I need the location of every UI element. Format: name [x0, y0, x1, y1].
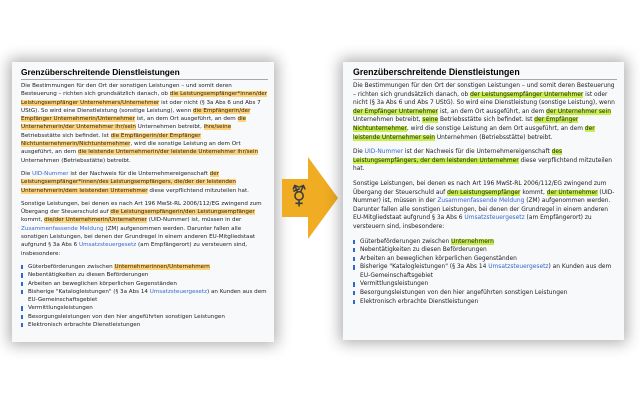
- highlighted-gendered-term: die Empfängerin/der Empfänger Unternehmerin/Unternehmer: [21, 107, 251, 123]
- text-run: Vermittlungsleistungen: [360, 281, 429, 288]
- converted-text-panel: [343, 62, 624, 340]
- list-item: [21, 313, 268, 321]
- list-item: [21, 271, 268, 279]
- transgender-symbol-icon: ⚧: [290, 183, 308, 208]
- text-run: Die: [353, 149, 365, 156]
- paragraph-uid-number: [353, 148, 617, 174]
- text-run: Elektronisch erbrachte Dienstleistungen: [360, 298, 479, 305]
- section-heading: Grenzüberschreitende Dienstleistungen: [353, 67, 617, 80]
- text-run: ) an Kunden aus dem EU-Gemeinschaftsgebiet: [28, 288, 267, 304]
- text-run: diese verpflichtend mitzuteilen hat.: [353, 157, 613, 173]
- list-item: [353, 298, 617, 307]
- paragraph-uid-number: [21, 170, 268, 195]
- highlighted-gendered-term: der Leistungsempfänger*innen/des Leistungsempfängers, die/der der leistenden Unternehmerin/dem leistenden Unternehmer: [21, 170, 236, 194]
- text-run: Nebentätigkeiten zu diesen Beförderungen: [28, 272, 149, 279]
- text-run: Unternehmen (Betriebsstätte) betreibt.: [21, 157, 131, 164]
- text-link[interactable]: Zusammenfassende Meldung: [437, 198, 525, 205]
- highlighted-neutral-term: seine: [422, 117, 439, 124]
- text-run: ist oder nicht (§ 3a Abs 6 und Abs 7 UStG). So wird eine Dienstleistung (sonstige Leistung), wenn: [21, 99, 261, 114]
- text-run: Bisherige "Katalogleistungen" (§ 3a Abs 14: [360, 264, 489, 271]
- text-run: Arbeiten an beweglichen körperlichen Gegenständen: [28, 280, 177, 287]
- text-run: Besorgungsleistungen von den hier angeführten sonstigen Leistungen: [360, 290, 568, 297]
- text-link[interactable]: Zusammenfassende Meldung: [21, 225, 104, 232]
- text-run: Unternehmen betreibt,: [135, 124, 204, 131]
- text-run: ist der Nachweis für die Unternehmereigenschaft: [68, 170, 210, 177]
- highlighted-neutral-term: Unternehmern: [451, 238, 494, 245]
- list-item: [353, 246, 617, 255]
- text-run: ) an Kunden aus dem EU-Gemeinschaftsgebiet: [360, 264, 612, 279]
- highlighted-neutral-term: der Empfänger Nichtunternehmer: [353, 117, 579, 132]
- text-run: kommt,: [21, 217, 45, 224]
- text-run: (ZM) aufgenommen werden. Darunter fallen alle sonstigen Leistungen, bei denen der Grundregel in einem anderen EU-Mitgliedstaat aufgrund § 3a Abs 6: [21, 225, 256, 249]
- list-item: [353, 263, 617, 280]
- text-link[interactable]: UID-Nummer: [364, 149, 404, 156]
- paragraph-other-services: [21, 200, 268, 258]
- list-item: [21, 304, 268, 312]
- list-item: [353, 280, 617, 289]
- text-run: Sonstige Leistungen, bei denen es nach Art 196 MwSt-RL 2006/112/EG zwingend zum Übergang der Steuerschuld auf: [353, 180, 607, 196]
- service-list: [353, 238, 617, 307]
- text-run: kommt,: [520, 189, 547, 196]
- highlighted-neutral-term: der leistende Unternehmer sein: [353, 125, 595, 141]
- text-run: Unternehmen betreibt,: [353, 117, 423, 124]
- highlighted-gendered-term: die/der Unternehmerin/Unternehmer: [44, 217, 148, 224]
- highlighted-gendered-term: die Empfängerin/der Empfänger Nichtunternehmerin/Nichtunternehmer: [21, 132, 201, 148]
- text-run: (ZM) aufgenommen werden. Darunter fallen alle sonstigen Leistungen, bei denen der Grundregel in einem anderen EU-Mitgliedstaat aufgrund § 3a Abs 6: [353, 198, 611, 222]
- text-run: Unternehmen (Betriebsstätte) betreibt.: [434, 134, 553, 141]
- highlighted-gendered-term: ihre/seine: [203, 124, 232, 131]
- text-run: Die Bestimmungen für den Ort der sonstigen Leistungen – und somit deren Besteuerung – richten sich grundsätzlich danach, ob: [21, 83, 232, 98]
- text-run: diese verpflichtend mitzuteilen hat.: [147, 187, 249, 194]
- list-item: [353, 289, 617, 298]
- text-run: ist, an dem Ort ausgeführt, an dem: [134, 116, 238, 123]
- list-item: [353, 255, 617, 264]
- list-item: [21, 280, 268, 288]
- list-item: [21, 263, 268, 271]
- text-link[interactable]: Umsatzsteuergesetz: [149, 288, 207, 295]
- text-run: Güterbeförderungen zwischen: [28, 263, 115, 270]
- text-run: (am Empfängerort) zu versteuern sind, insbesondere:: [21, 242, 248, 257]
- text-link[interactable]: Umsatzsteuergesetz: [488, 264, 549, 271]
- text-run: Elektronisch erbrachte Dienstleistungen: [28, 322, 141, 329]
- highlighted-gendered-term: die leistende Unternehmerin/der leistende Unternehmer ihr/sein: [77, 149, 259, 156]
- text-run: Bisherige "Katalogleistungen" (§ 3a Abs 14: [28, 288, 150, 295]
- text-run: Güterbeförderungen zwischen: [360, 238, 452, 245]
- highlighted-gendered-term: die Leistungsempfängerin/den Leistungsempfänger: [110, 209, 255, 216]
- text-run: (UID-Nummer) ist, müssen in der: [147, 217, 242, 224]
- text-run: Sonstige Leistungen, bei denen es nach Art 196 MwSt-RL 2006/112/EG zwingend zum Übergang der Steuerschuld auf: [21, 200, 262, 216]
- text-run: (am Empfängerort) zu versteuern sind, insbesondere:: [353, 215, 592, 230]
- text-link[interactable]: Umsatzsteuergesetz: [78, 242, 137, 249]
- original-text-panel: [12, 62, 274, 342]
- list-item: [353, 238, 617, 247]
- text-run: ist der Nachweis für die Unternehmereigenschaft: [403, 149, 552, 156]
- list-item: [21, 321, 268, 329]
- highlighted-gendered-term: die Leistungsempfänger*innen/der Leistungsempfänger Unternehmers/Unternehmer: [21, 91, 268, 106]
- highlighted-gendered-term: Unternehmerinnen/Unternehmern: [114, 263, 210, 270]
- text-link[interactable]: Umsatzsteuergesetz: [464, 215, 525, 222]
- highlighted-neutral-term: der Unternehmer: [546, 189, 598, 196]
- text-run: Besorgungsleistungen von den hier angeführten sonstigen Leistungen: [28, 313, 225, 320]
- text-run: , wird die sonstige Leistung an dem Ort ausgeführt, an dem: [406, 125, 585, 132]
- text-run: ist, an dem Ort ausgeführt, an dem: [438, 108, 547, 115]
- highlighted-neutral-term: der Leistungsempfänger Unternehmer: [470, 91, 584, 98]
- highlighted-neutral-term: der Empfänger Unternehmer: [353, 108, 439, 115]
- text-run: Die Bestimmungen für den Ort der sonstigen Leistungen – und somit deren Besteuerung – richten sich grundsätzlich danach, ob: [353, 83, 615, 98]
- paragraph-location-rules: [21, 82, 268, 165]
- text-link[interactable]: UID-Nummer: [32, 170, 69, 177]
- text-run: , wird die sonstige Leistung an dem Ort ausgeführt, an dem: [21, 141, 241, 156]
- highlighted-neutral-term: des Leistungsempfängers, der dem leistenden Unternehmer: [353, 149, 563, 164]
- section-heading: Grenzüberschreitende Dienstleistungen: [21, 67, 268, 80]
- text-run: (UID-Nummer) ist, müssen in der: [353, 189, 615, 205]
- highlighted-neutral-term: der Unternehmer sein: [546, 108, 611, 115]
- highlighted-neutral-term: den Leistungsempfänger: [447, 189, 521, 196]
- text-run: Die: [21, 170, 33, 177]
- list-item: [21, 288, 268, 305]
- text-run: Nebentätigkeiten zu diesen Beförderungen: [360, 247, 487, 254]
- text-run: Arbeiten an beweglichen körperlichen Gegenständen: [360, 255, 517, 262]
- highlighted-gendered-term: die Unternehmerin/der Unternehmer ihr/sein: [21, 116, 247, 131]
- text-run: ist oder nicht (§ 3a Abs 6 und Abs 7 UStG). So wird eine Dienstleistung (sonstige Leistung), wenn: [353, 91, 615, 107]
- text-run: Vermittlungsleistungen: [28, 305, 93, 312]
- text-run: Betriebsstätte sich befindet. Ist: [438, 117, 535, 124]
- text-run: Betriebsstätte sich befindet. Ist: [21, 132, 111, 139]
- paragraph-other-services: [353, 180, 617, 232]
- paragraph-location-rules: [353, 82, 617, 142]
- service-list: [21, 263, 268, 329]
